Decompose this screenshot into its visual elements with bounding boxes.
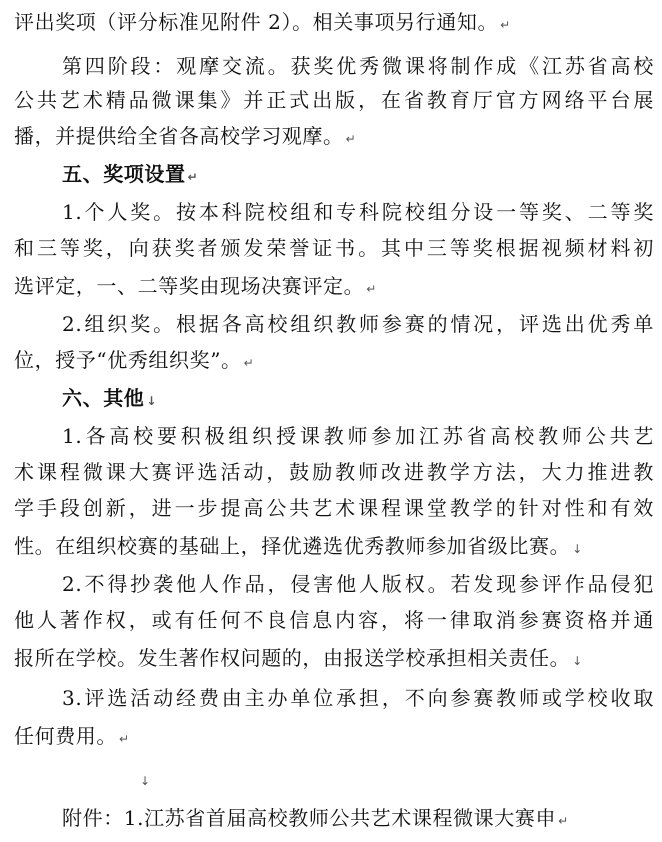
text-line bbox=[14, 644, 654, 672]
text-line bbox=[14, 494, 654, 522]
text-line bbox=[14, 272, 654, 300]
line-text: 性。在组织校赛的基础上，择优遴选优秀教师参加省级比赛。 bbox=[14, 534, 571, 558]
text-line bbox=[14, 86, 654, 114]
text-line bbox=[14, 8, 654, 36]
text-line bbox=[14, 198, 654, 226]
text-line bbox=[14, 684, 654, 712]
line-text: 1.个人奖。按本科院校组和专科院校组分设一等奖、二等奖 bbox=[62, 200, 654, 224]
blank-line-mark: ↓ bbox=[140, 774, 151, 788]
text-line bbox=[14, 722, 654, 750]
text-line bbox=[14, 804, 654, 832]
line-text: 术课程微课大赛评选活动，鼓励教师改进教学方法，大力推进教 bbox=[14, 460, 654, 484]
line-text: 学手段创新，进一步提高公共艺术课程课堂教学的针对性和有效 bbox=[14, 496, 654, 520]
line-text: 2.组织奖。根据各高校组织教师参赛的情况，评选出优秀单 bbox=[62, 312, 654, 336]
line-text: 报所在学校。发生著作权问题的，由报送学校承担相关责任。 bbox=[14, 646, 571, 670]
paragraph-mark: ↓ bbox=[146, 394, 157, 408]
text-line bbox=[14, 458, 654, 486]
text-line bbox=[14, 234, 654, 262]
paragraph-mark: ↵ bbox=[243, 356, 254, 370]
line-text: 和三等奖，向获奖者颁发荣誉证书。其中三等奖根据视频材料初 bbox=[14, 236, 654, 260]
paragraph-mark: ↵ bbox=[366, 282, 377, 296]
section-heading bbox=[14, 160, 654, 188]
line-text: 3.评选活动经费由主办单位承担，不向参赛教师或学校收取 bbox=[62, 686, 654, 710]
line-text: 位，授予“优秀组织奖”。 bbox=[14, 348, 242, 372]
line-text: 播，并提供给全省各高校学习观摩。 bbox=[14, 124, 344, 148]
line-text: 五、奖项设置 bbox=[62, 162, 186, 186]
line-text: 2.不得抄袭他人作品，侵害他人版权。若发现参评作品侵犯 bbox=[62, 572, 654, 596]
text-line bbox=[14, 122, 654, 150]
line-text: 他人著作权，或有任何不良信息内容，将一律取消参赛资格并通 bbox=[14, 608, 654, 632]
paragraph-mark: ↵ bbox=[187, 170, 198, 184]
text-line bbox=[14, 606, 654, 634]
text-line bbox=[14, 532, 654, 560]
section-heading bbox=[14, 384, 654, 412]
line-text: 评出奖项（评分标准见附件 2）。相关事项另行通知。 bbox=[14, 10, 499, 34]
text-line bbox=[14, 570, 654, 598]
line-text: 1.各高校要积极组织授课教师参加江苏省高校教师公共艺 bbox=[62, 424, 654, 448]
paragraph-mark: ↵ bbox=[119, 732, 130, 746]
paragraph-mark: ↓ bbox=[572, 654, 583, 668]
paragraph-mark: ↓ bbox=[572, 542, 583, 556]
text-line bbox=[14, 422, 654, 450]
text-line bbox=[14, 346, 654, 374]
line-text: 公共艺术精品微课集》并正式出版，在省教育厅官方网络平台展 bbox=[14, 88, 654, 112]
paragraph-mark: ↵ bbox=[500, 18, 511, 32]
paragraph-mark: ↵ bbox=[345, 132, 356, 146]
text-line bbox=[14, 310, 654, 338]
line-text: 选评定，一、二等奖由现场决赛评定。 bbox=[14, 274, 365, 298]
line-text: 第四阶段：观摩交流。获奖优秀微课将制作成《江苏省高校 bbox=[62, 54, 654, 78]
line-text: 六、其他 bbox=[62, 386, 145, 410]
line-text: 任何费用。 bbox=[14, 724, 117, 748]
text-line bbox=[14, 52, 654, 80]
line-text: 附件：1.江苏省首届高校教师公共艺术课程微课大赛申 bbox=[62, 806, 557, 830]
paragraph-mark: ↵ bbox=[558, 814, 569, 828]
